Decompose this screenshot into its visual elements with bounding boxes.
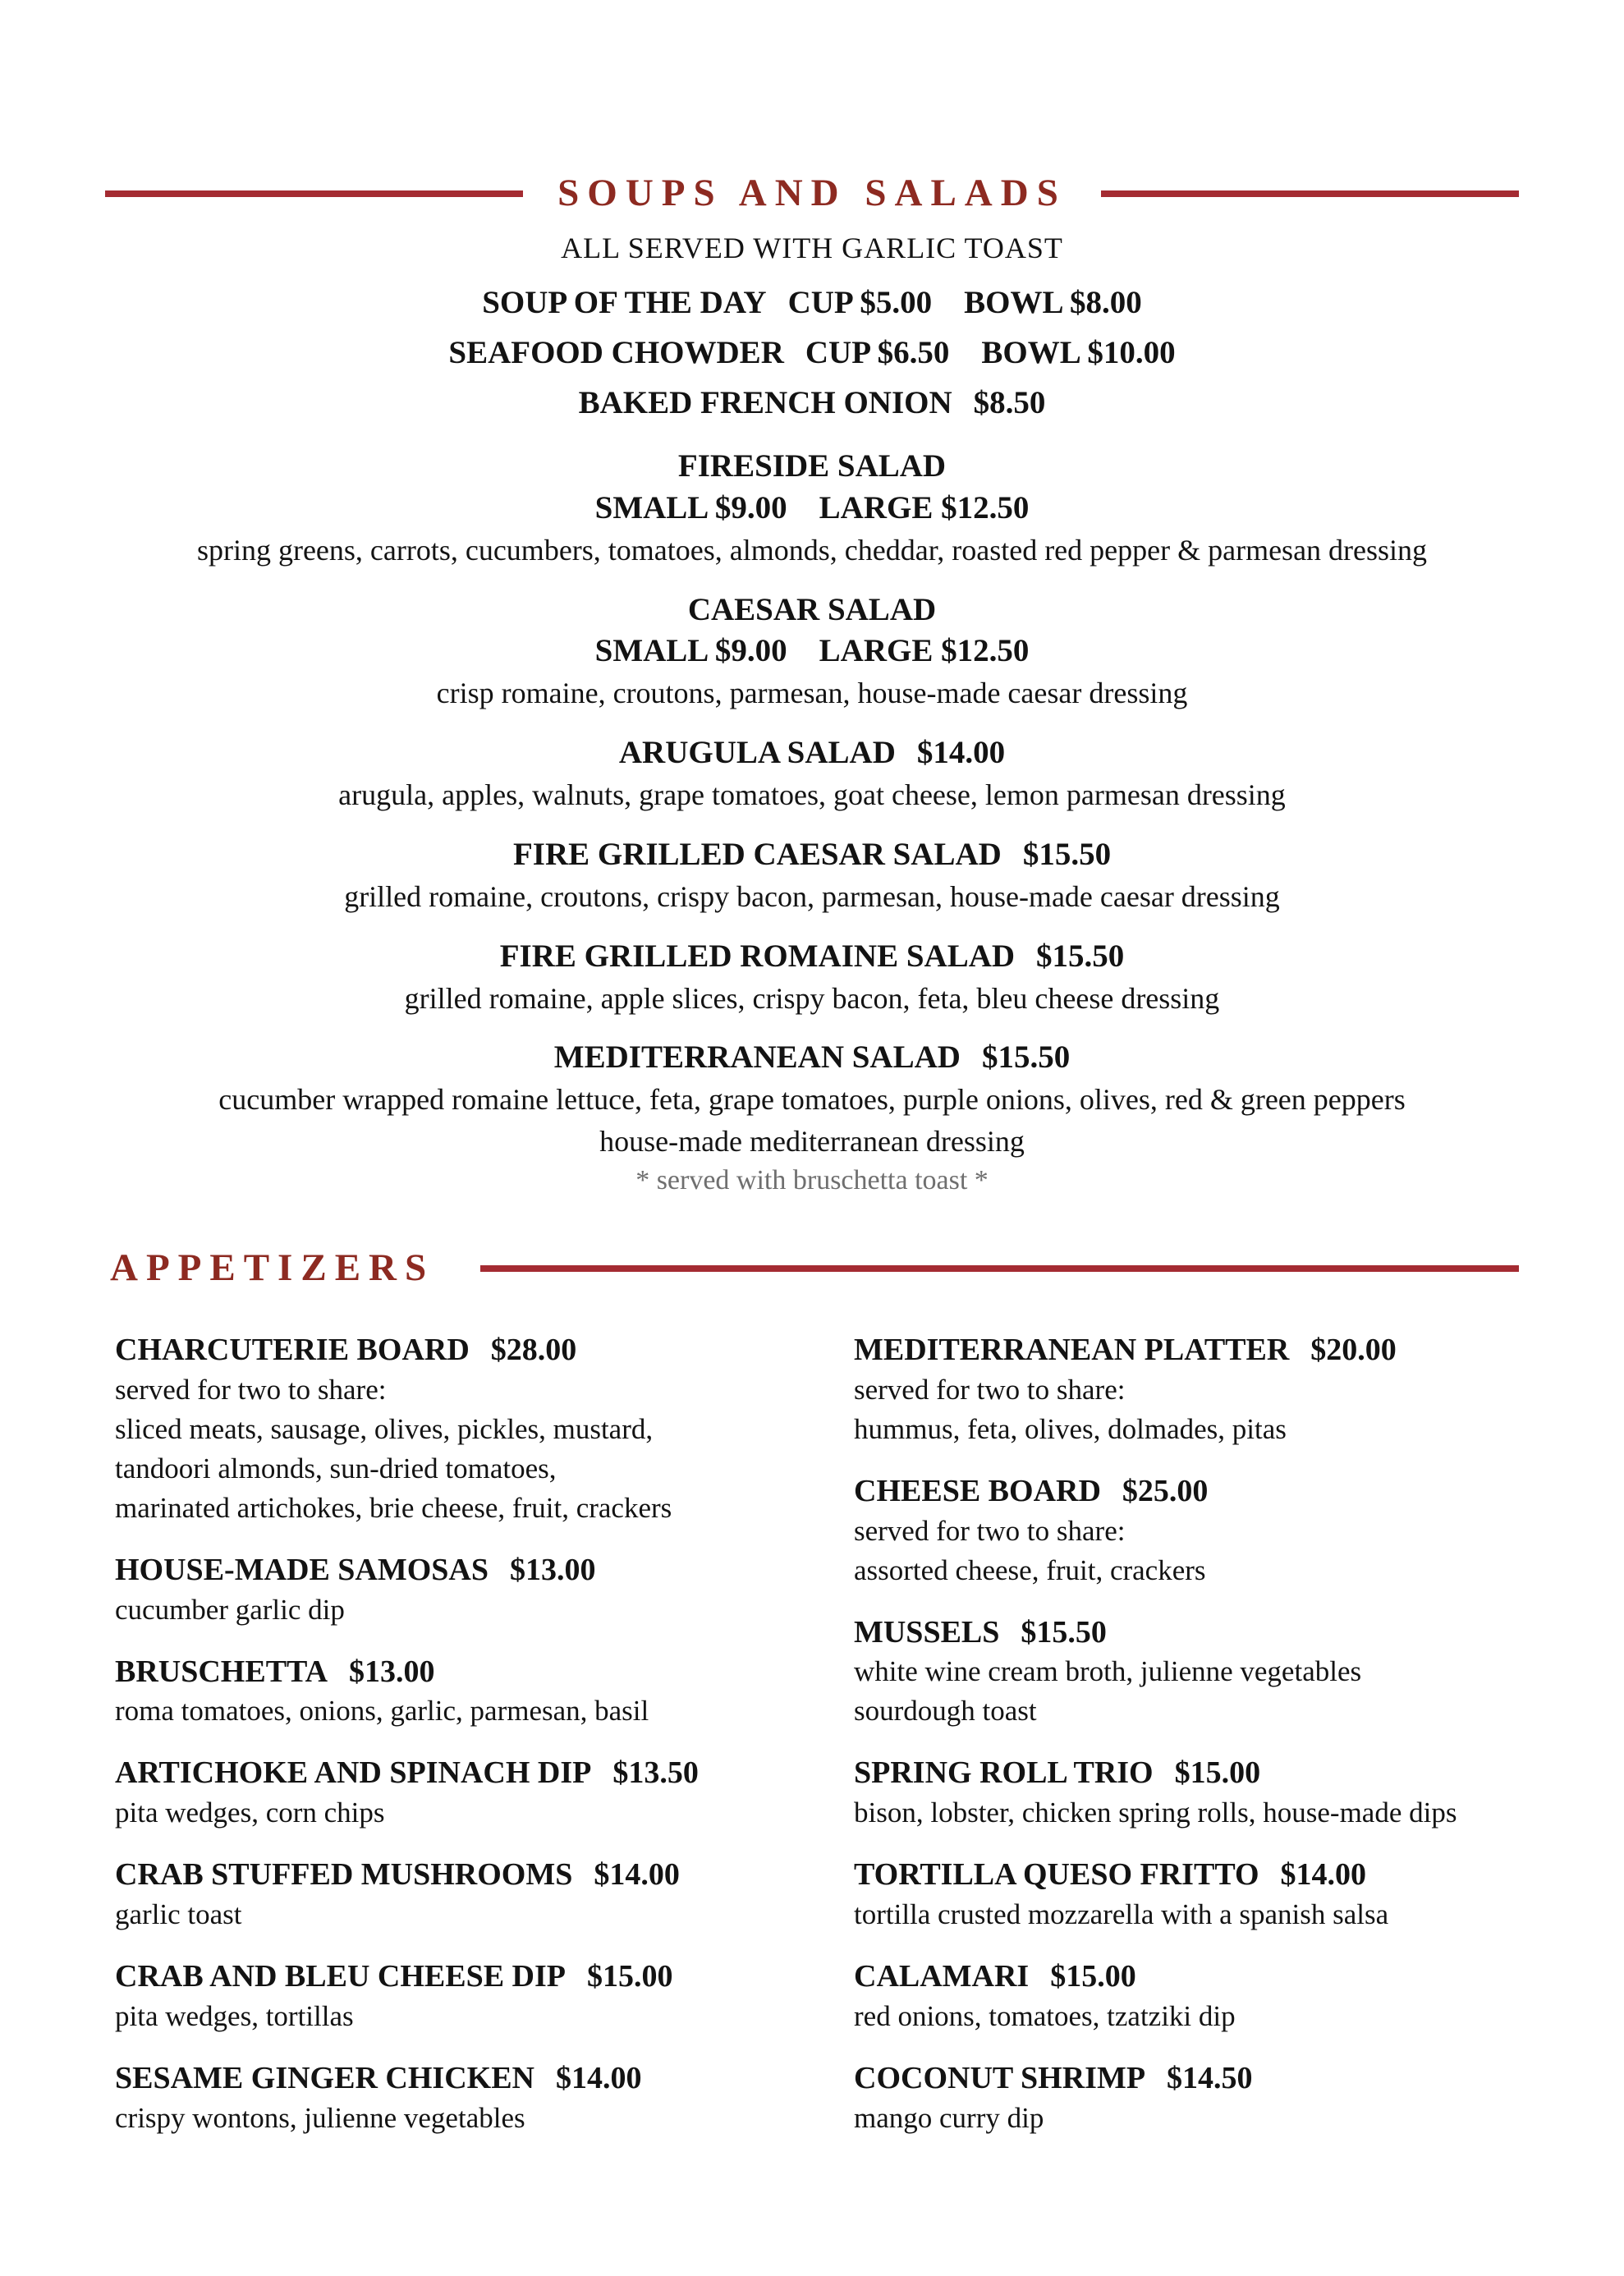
salad-item [105, 735, 1519, 814]
appetizer-item [854, 1475, 1519, 1588]
salad-item-name: MEDITERRANEAN SALAD [553, 1039, 961, 1076]
salad-item-desc-line: grilled romaine, apple slices, crispy bacon, feta, bleu cheese dressing [404, 981, 1220, 1015]
appetizer-item-name: CALAMARI [854, 1959, 1030, 1994]
appetizer-item-price: $14.00 [1280, 1857, 1367, 1893]
appetizer-item-price: $28.00 [490, 1333, 577, 1368]
salad-item-desc-line: crisp romaine, croutons, parmesan, house-made caesar dressing [436, 677, 1188, 710]
appetizer-item-name-line [115, 1333, 780, 1368]
salad-item-desc-line: cucumber wrapped romaine lettuce, feta, grape tomatoes, purple onions, olives, red & green peppers [218, 1083, 1406, 1117]
appetizer-item-desc-line: crispy wontons, julienne vegetables [115, 2101, 525, 2134]
appetizer-item [115, 1655, 780, 1729]
appetizer-item [115, 1333, 780, 1526]
appetizer-item-price: $15.00 [587, 1959, 673, 1994]
soup-item [105, 387, 1519, 419]
appetizer-item-name-line [115, 1553, 780, 1588]
salad-item-name: FIRESIDE SALAD [677, 448, 947, 484]
appetizer-item-desc-line: pita wedges, corn chips [115, 1796, 385, 1829]
appetizer-item-desc-line: marinated artichokes, brie cheese, fruit, crackers [115, 1491, 672, 1524]
appetizer-item-name: CHEESE BOARD [854, 1473, 1101, 1508]
salad-item-price: $15.50 [1036, 938, 1125, 974]
salad-item-price: $15.50 [981, 1039, 1071, 1076]
appetizer-item-name-line [115, 1655, 780, 1690]
appetizer-item-name: MUSSELS [854, 1614, 1000, 1650]
soup-item-price: CUP $5.00 BOWL $8.00 [787, 285, 1142, 320]
appetizer-item-price: $13.00 [349, 1654, 435, 1689]
salad-item [105, 938, 1519, 1017]
appetizer-item-name-line [115, 2062, 780, 2096]
salad-item-name-line [105, 448, 1519, 485]
appetizer-item-name-line [854, 1333, 1519, 1368]
appetizer-item-desc-line: red onions, tomatoes, tzatziki dip [854, 1999, 1236, 2032]
appetizer-item-name-line [854, 1756, 1519, 1791]
appetizer-item-desc-line: garlic toast [115, 1898, 242, 1931]
appetizer-item-desc-line: served for two to share: [115, 1373, 387, 1406]
salad-item-desc-line: house-made mediterranean dressing [599, 1125, 1025, 1159]
salad-item-name: ARUGULA SALAD [618, 735, 896, 771]
appetizer-item-desc-line: hummus, feta, olives, dolmades, pitas [854, 1412, 1287, 1445]
appetizer-item-desc-line: bison, lobster, chicken spring rolls, house-made dips [854, 1796, 1457, 1829]
salad-item [105, 592, 1519, 713]
soups-salads-title: SOUPS AND SALADS [557, 172, 1067, 214]
salad-item-sizes: SMALL $9.00 LARGE $12.50 [594, 633, 1030, 669]
appetizers-title: APPETIZERS [110, 1246, 435, 1290]
appetizer-item [115, 2062, 780, 2136]
salad-item-desc-line: arugula, apples, walnuts, grape tomatoes, goat cheese, lemon parmesan dressing [338, 778, 1286, 812]
appetizer-item-price: $14.00 [594, 1857, 680, 1893]
salad-item-name-line [105, 1039, 1519, 1076]
appetizer-item-desc-line: served for two to share: [854, 1514, 1126, 1547]
appetizer-item-price: $15.50 [1021, 1614, 1107, 1650]
appetizer-item-desc-line: tandoori almonds, sun-dried tomatoes, [115, 1452, 557, 1484]
appetizer-item-name-line [115, 1960, 780, 1994]
header-rule-left [105, 190, 523, 197]
appetizer-item [115, 1858, 780, 1932]
appetizer-item-name: COCONUT SHRIMP [854, 2060, 1146, 2095]
salad-item [105, 448, 1519, 569]
soups-list [105, 287, 1519, 419]
appetizer-item-name: CHARCUTERIE BOARD [115, 1333, 470, 1368]
soup-item-name: BAKED FRENCH ONION [578, 385, 952, 420]
appetizer-item-desc-line: served for two to share: [854, 1373, 1126, 1406]
appetizer-item-name: HOUSE-MADE SAMOSAS [115, 1552, 489, 1587]
appetizer-item-desc-line: mango curry dip [854, 2101, 1044, 2134]
appetizer-item [854, 1333, 1519, 1447]
appetizer-item-price: $15.00 [1174, 1755, 1261, 1791]
appetizer-item-desc-line: tortilla crusted mozzarella with a spanish salsa [854, 1898, 1389, 1931]
appetizer-item-desc-line: sliced meats, sausage, olives, pickles, mustard, [115, 1412, 654, 1445]
appetizer-item [115, 1960, 780, 2034]
appetizers-rule [480, 1265, 1519, 1272]
salads-list [105, 448, 1519, 1196]
soups-salads-header [105, 174, 1519, 213]
appetizer-item-name-line [854, 1616, 1519, 1650]
salad-item-price: $14.00 [916, 735, 1006, 771]
appetizer-item [854, 1858, 1519, 1932]
salad-item-name: CAESAR SALAD [687, 591, 937, 627]
appetizers-header [110, 1246, 1519, 1290]
salad-item-name-line [105, 938, 1519, 975]
appetizer-item-name: SESAME GINGER CHICKEN [115, 2060, 534, 2095]
soup-item-price: $8.50 [973, 385, 1046, 420]
salad-item-name-line [105, 735, 1519, 772]
appetizers-right-column [854, 1333, 1519, 2164]
salad-item [105, 837, 1519, 915]
appetizer-item-desc-line: white wine cream broth, julienne vegetables [854, 1655, 1362, 1688]
salad-item-name-line [105, 837, 1519, 874]
salad-item-name-line [105, 592, 1519, 629]
appetizer-item-name: MEDITERRANEAN PLATTER [854, 1333, 1290, 1368]
appetizer-item-name-line [115, 1756, 780, 1791]
appetizers-left-column [115, 1333, 780, 2164]
appetizer-item-desc-line: sourdough toast [854, 1695, 1037, 1728]
soups-subtitle: ALL SERVED WITH GARLIC TOAST [561, 232, 1063, 264]
appetizer-item-name: ARTICHOKE AND SPINACH DIP [115, 1755, 592, 1791]
appetizer-item [854, 2062, 1519, 2136]
salad-item-desc-line: spring greens, carrots, cucumbers, tomatoes, almonds, cheddar, roasted red pepper & parmesan dressing [196, 533, 1428, 567]
salad-item [105, 1039, 1519, 1196]
soup-item-name: SOUP OF THE DAY [482, 285, 767, 320]
soup-item [105, 337, 1519, 369]
appetizer-item-price: $20.00 [1310, 1333, 1397, 1368]
salad-item-sizes: SMALL $9.00 LARGE $12.50 [594, 489, 1030, 525]
salad-item-desc-line: grilled romaine, croutons, crispy bacon, parmesan, house-made caesar dressing [344, 879, 1280, 913]
appetizer-item-name-line [854, 1475, 1519, 1509]
header-rule-right [1101, 190, 1519, 197]
salad-item-name: FIRE GRILLED ROMAINE SALAD [499, 938, 1016, 974]
appetizer-item-name-line [854, 1960, 1519, 1994]
soup-item-name: SEAFOOD CHOWDER [448, 335, 784, 370]
appetizer-item [854, 1960, 1519, 2034]
appetizer-item [115, 1553, 780, 1627]
appetizer-item-name: CRAB STUFFED MUSHROOMS [115, 1857, 573, 1893]
salad-item-price: $15.50 [1022, 836, 1112, 872]
salad-item-note: * served with bruschetta toast * [635, 1165, 989, 1196]
appetizer-item-name: BRUSCHETTA [115, 1654, 328, 1689]
menu-page [0, 174, 1624, 2276]
appetizer-item-price: $14.00 [555, 2060, 642, 2095]
appetizer-item [854, 1756, 1519, 1830]
appetizer-item-desc-line: roma tomatoes, onions, garlic, parmesan, basil [115, 1695, 649, 1728]
appetizer-item-desc-line: assorted cheese, fruit, crackers [854, 1553, 1206, 1586]
appetizers-grid [115, 1333, 1519, 2164]
appetizer-item-desc-line: cucumber garlic dip [115, 1593, 345, 1626]
appetizer-item-price: $13.00 [510, 1552, 596, 1587]
appetizer-item [115, 1756, 780, 1830]
appetizer-item-name: SPRING ROLL TRIO [854, 1755, 1154, 1791]
appetizer-item-name: CRAB AND BLEU CHEESE DIP [115, 1959, 566, 1994]
salad-item-name: FIRE GRILLED CAESAR SALAD [512, 836, 1002, 872]
appetizer-item-name: TORTILLA QUESO FRITTO [854, 1857, 1259, 1893]
appetizer-item-name-line [854, 2062, 1519, 2096]
soup-item [105, 287, 1519, 319]
appetizer-item [854, 1616, 1519, 1729]
appetizer-item-name-line [854, 1858, 1519, 1893]
appetizer-item-desc-line: pita wedges, tortillas [115, 1999, 354, 2032]
appetizer-item-price: $14.50 [1167, 2060, 1253, 2095]
appetizer-item-price: $13.50 [612, 1755, 699, 1791]
soup-item-price: CUP $6.50 BOWL $10.00 [805, 335, 1176, 370]
appetizer-item-price: $15.00 [1050, 1959, 1136, 1994]
appetizer-item-name-line [115, 1858, 780, 1893]
appetizer-item-price: $25.00 [1122, 1473, 1209, 1508]
